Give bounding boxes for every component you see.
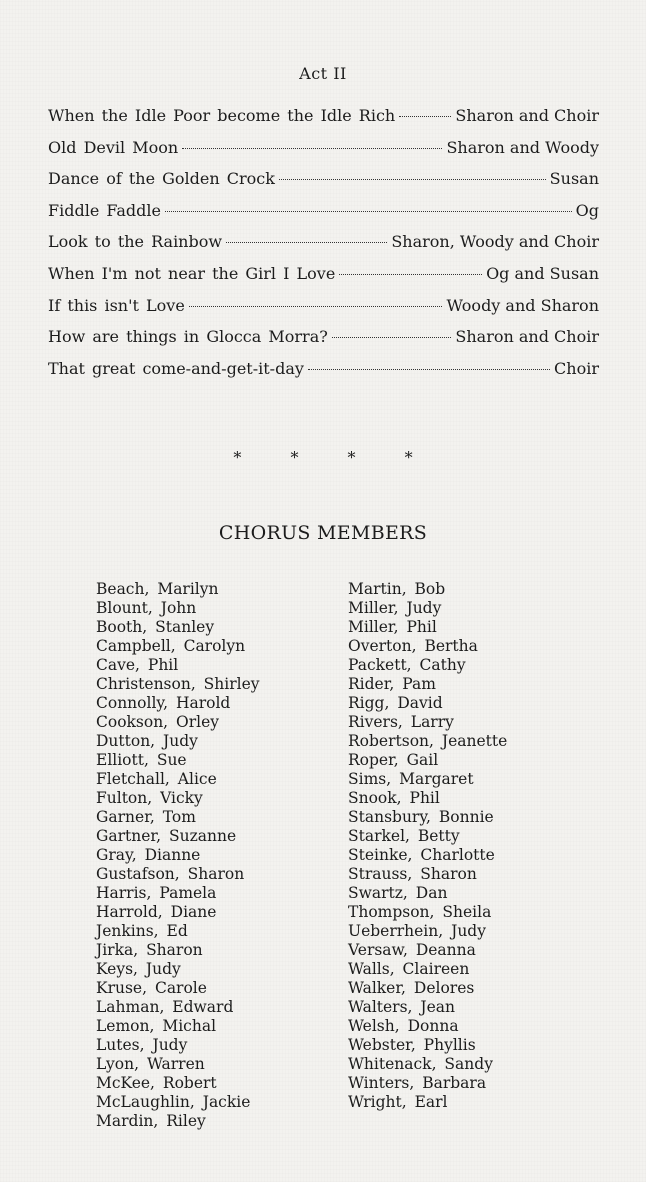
chorus-member-name: Cookson, Orley [96,713,220,731]
song-title: Fiddle Faddle [48,200,161,220]
chorus-member-name: Lahman, Edward [96,998,234,1016]
dot-leader [189,306,443,307]
chorus-member-name: Webster, Phyllis [348,1036,476,1054]
chorus-member-name: Steinke, Charlotte [348,846,495,864]
chorus-member-name: Strauss, Sharon [348,865,477,883]
chorus-member-name: Christenson, Shirley [96,675,260,693]
chorus-member-name: Overton, Bertha [348,637,478,655]
chorus-member-name: Keys, Judy [96,960,181,978]
chorus-member-name: Walters, Jean [348,998,456,1016]
chorus-member-name: Fulton, Vicky [96,789,203,807]
dot-leader [182,148,442,149]
chorus-member-name: Gartner, Suzanne [96,827,237,845]
dot-leader [332,337,452,338]
chorus-member-name: Rivers, Larry [348,713,454,731]
song-title: That great come-and-get-it-day [48,358,304,378]
chorus-member-name: Winters, Barbara [348,1074,487,1092]
song-performer: Sharon and Woody [446,137,599,157]
chorus-member-name: Booth, Stanley [96,618,215,636]
chorus-member-name: Harris, Pamela [96,884,217,902]
dot-leader [308,369,550,370]
song-performer: Sharon and Choir [455,327,599,347]
song-row [48,264,599,296]
chorus-member-name: Martin, Bob [348,580,446,598]
chorus-members-heading: CHORUS MEMBERS [218,522,428,544]
chorus-member-name: Garner, Tom [96,808,196,826]
chorus-member-name: Lyon, Warren [96,1055,205,1073]
song-title: When the Idle Poor become the Idle Rich [48,106,396,125]
chorus-member-name: Robertson, Jeanette [348,732,508,750]
song-performer: Susan [549,169,599,189]
chorus-member-name: Dutton, Judy [96,732,198,750]
chorus-member-name: Jirka, Sharon [96,941,203,959]
song-title: How are things in Glocca Morra? [48,327,328,347]
chorus-member-name: Stansbury, Bonnie [348,808,494,826]
song-row [48,201,599,233]
chorus-member-name: Wright, Earl [348,1093,448,1111]
dot-leader [399,116,451,117]
song-title: When I'm not near the Girl I Love [48,263,336,283]
song-row [48,169,599,201]
chorus-member-name: Gustafson, Sharon [96,865,245,883]
chorus-member-name: Beach, Marilyn [96,580,219,598]
chorus-member-name: Connolly, Harold [96,694,231,712]
chorus-member-name: Thompson, Sheila [348,903,492,921]
chorus-member-name: Rider, Pam [348,675,436,693]
song-title: Look to the Rainbow [48,232,223,252]
chorus-member-name: Lemon, Michal [96,1017,217,1035]
chorus-member-name: Mardin, Riley [96,1112,206,1130]
song-performer: Og [575,200,599,220]
song-row [48,106,599,138]
chorus-member-name: Packett, Cathy [348,656,466,674]
chorus-member-name: Lutes, Judy [96,1036,188,1054]
chorus-member-name: Miller, Phil [348,618,437,636]
chorus-member-name: Starkel, Betty [348,827,460,845]
dot-leader [165,211,572,212]
chorus-member-name: Roper, Gail [348,751,439,769]
dot-leader [339,274,482,275]
chorus-member-name: Walker, Delores [348,979,475,997]
chorus-member-name: Snook, Phil [348,789,440,807]
chorus-member-name: Versaw, Deanna [348,941,476,959]
chorus-member-name: Ueberrhein, Judy [348,922,486,940]
dot-leader [226,242,387,243]
song-row [48,327,599,359]
song-title: Dance of the Golden Crock [48,169,275,189]
song-row [48,296,599,328]
song-performer: Choir [554,358,599,378]
song-performer: Woody and Sharon [446,295,599,315]
song-performer: Sharon and Choir [455,106,599,125]
chorus-member-name: Sims, Margaret [348,770,474,788]
chorus-member-name: Elliott, Sue [96,751,187,769]
chorus-member-name: Whitenack, Sandy [348,1055,493,1073]
chorus-member-name: Gray, Dianne [96,846,201,864]
chorus-member-name: McKee, Robert [96,1074,217,1092]
chorus-member-name: Rigg, David [348,694,443,712]
chorus-member-name: Fletchall, Alice [96,770,217,788]
chorus-member-name: Miller, Judy [348,599,442,617]
chorus-member-name: McLaughlin, Jackie [96,1093,251,1111]
song-row [48,232,599,264]
song-list [48,106,599,390]
chorus-member-name: Swartz, Dan [348,884,448,902]
chorus-member-name: Jenkins, Ed [96,922,188,940]
section-separator: * * * * [233,448,435,467]
chorus-member-name: Kruse, Carole [96,979,207,997]
song-performer: Og and Susan [486,263,599,283]
song-row [48,138,599,170]
song-performer: Sharon, Woody and Choir [391,232,599,252]
chorus-column-left [96,580,260,1131]
song-row [48,359,599,391]
chorus-member-name: Harrold, Diane [96,903,217,921]
song-title: Old Devil Moon [48,137,179,157]
chorus-member-name: Campbell, Carolyn [96,637,246,655]
dot-leader [279,179,546,180]
chorus-member-name: Walls, Claireen [348,960,470,978]
chorus-member-name: Cave, Phil [96,656,179,674]
chorus-member-name: Blount, John [96,599,197,617]
song-title: If this isn't Love [48,295,185,315]
chorus-member-name: Welsh, Donna [348,1017,459,1035]
chorus-column-right [348,580,507,1112]
act-title: Act II [299,64,347,83]
